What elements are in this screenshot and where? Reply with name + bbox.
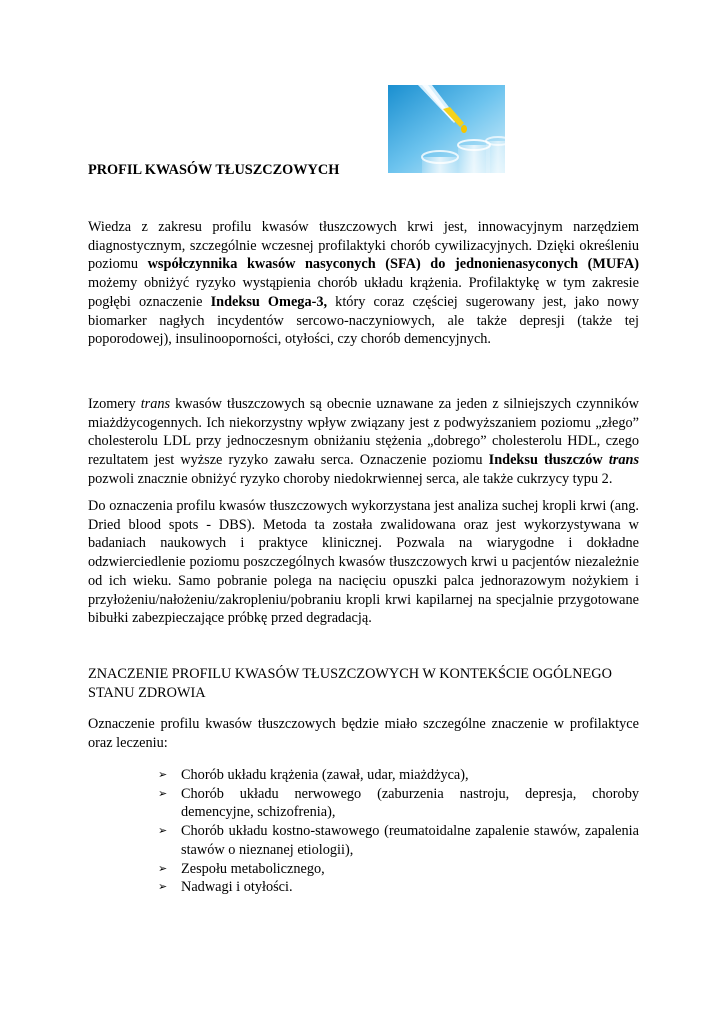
trans-fat-index-bold: Indeksu tłuszczów (488, 452, 609, 469)
intro-paragraph: Wiedza z zakresu profilu kwasów tłuszczowych krwi jest, innowacyjnym narzędziem diagnostycznym, szczególnie wczesnej profilaktyki chorób cywilizacyjnych. Dzięki określeniu poziomu współczynnika kwasów nasyconych (SFA) do jednonienasyconych (MUFA) możemy obniżyć ryzyko wystąpienia chorób układu krążenia. Profilaktykę w tym zakresie pogłębi oznaczenie Indeksu Omega-3, który coraz częściej sugerowany jest, jako nowy biomarker nagłych incydentów sercowo-naczyniowych, ale także depresji (także tej poporodowej), insulinooporności, otyłości, czy chorób demencyjnych. (88, 219, 640, 348)
document-title: PROFIL KWASÓW TŁUSZCZOWYCH (88, 162, 340, 178)
arrow-bullet-icon: ➢ (158, 880, 168, 894)
omega3-index-bold: Indeksu Omega-3, (210, 293, 328, 310)
conditions-list (158, 766, 639, 897)
significance-paragraph: Oznaczenie profilu kwasów tłuszczowych będzie miało szczególne znaczenie w profilaktyce oraz leczeniu: (88, 716, 639, 751)
section-heading: ZNACZENIE PROFILU KWASÓW TŁUSZCZOWYCH W KONTEKŚCIE OGÓLNEGO STANU ZDROWIA (88, 666, 612, 701)
trans-isomers-paragraph: Izomery trans kwasów tłuszczowych są obecnie uznawane za jeden z silniejszych czynników miażdżycogennych. Ich niekorzystny wpływ związany jest z podwyższaniem poziomu „złego” cholesterolu LDL przy jednoczesnym obniżaniu stężenia „dobrego” cholesterolu HDL, czego rezultatem jest wyższe ryzyko zawału serca. Oznaczenie poziomu Indeksu tłuszczów trans pozwoli znacznie obniżyć ryzyko choroby niedokrwiennej serca, ale także cukrzycy typu 2. (88, 396, 640, 487)
list-item: ➢ Chorób układu kostno-stawowego (reumatoidalne zapalenie stawów, zapalenia stawów o nieznanej etiologii), (158, 823, 639, 858)
arrow-bullet-icon: ➢ (158, 861, 168, 875)
list-item: ➢ Chorób układu krążenia (zawał, udar, miażdżyca), (158, 767, 469, 783)
list-item: ➢ Zespołu metabolicznego, (158, 860, 325, 877)
arrow-bullet-icon: ➢ (158, 768, 168, 781)
dbs-method-paragraph: Do oznaczenia profilu kwasów tłuszczowych wykorzystana jest analiza suchej kropli krwi (ang. Dried blood spots - DBS). Metoda ta została zwalidowana oraz jest wykorzystywana w badaniach naukowych i praktyce klinicznej. Pozwala na wiarygodne i dokładne odzwierciedlenie poziomu poszczególnych kwasów tłuszczowych krwi u pacjentów niezależnie od ich wieku. Samo pobranie polega na nacięciu opuszki palca jednorazowym nożykiem i przyłożeniu/nałożeniu/zakropleniu/pobraniu kropli krwi kapilarnej na specjalnie przygotowane bibułki zabezpieczające próbkę przed degradacją. (88, 498, 639, 627)
pipette-test-tubes-image (388, 85, 505, 173)
list-item: ➢ Nadwagi i otyłości. (158, 879, 293, 896)
sfa-mufa-ratio-bold: współczynnika kwasów nasyconych (SFA) do jednonienasyconych (MUFA) (147, 256, 640, 273)
arrow-bullet-icon: ➢ (158, 786, 168, 800)
arrow-bullet-icon: ➢ (158, 824, 168, 838)
list-item: ➢ Chorób układu nerwowego (zaburzenia nastroju, depresja, choroby demencyjne, schizofrenia), (158, 785, 639, 821)
